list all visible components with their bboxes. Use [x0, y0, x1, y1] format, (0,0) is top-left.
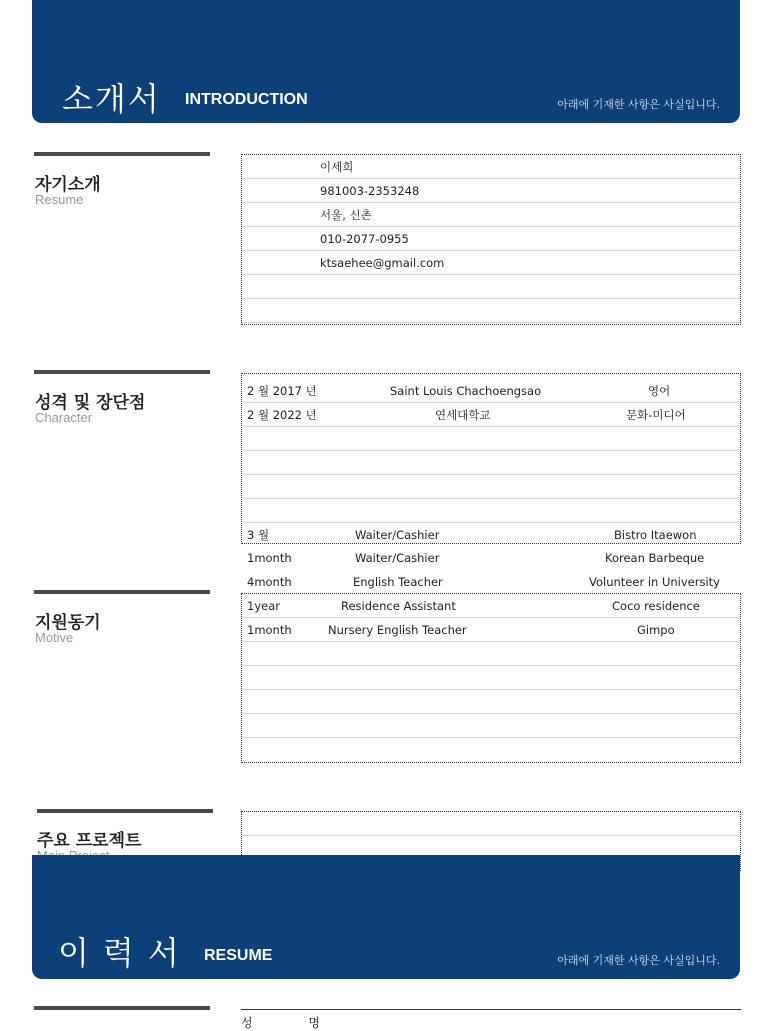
- exp-role: English Teacher: [353, 575, 443, 589]
- id-number-value: 981003-2353248: [320, 184, 420, 198]
- section-title-resume: 자기소개: [35, 175, 101, 195]
- intro-title-english: INTRODUCTION: [185, 91, 308, 108]
- section-title-project: 주요 프로젝트: [37, 831, 142, 851]
- table-row: [242, 666, 740, 690]
- edu-date: 2 월 2017 년: [247, 384, 317, 398]
- table-row: [242, 738, 740, 762]
- exp-place: Volunteer in University: [589, 575, 720, 589]
- section-subtitle-character: Character: [35, 410, 93, 425]
- list-item: [241, 570, 741, 594]
- exp-role: Waiter/Cashier: [355, 528, 440, 542]
- resume-note: 아래에 기재한 사항은 사실입니다.: [557, 954, 720, 967]
- education-table: [241, 373, 741, 544]
- exp-role: Waiter/Cashier: [355, 551, 440, 565]
- name-value: 이세희: [320, 160, 354, 174]
- exp-role: Residence Assistant: [341, 599, 456, 613]
- table-row: [242, 427, 740, 451]
- table-row: [242, 451, 740, 475]
- divider: [241, 1009, 741, 1010]
- phone-value: 010-2077-0955: [320, 232, 409, 246]
- exp-period: 3 월: [247, 528, 270, 542]
- edu-date: 2 월 2022 년: [247, 408, 317, 422]
- section-subtitle-resume: Resume: [35, 192, 84, 207]
- table-row: [242, 812, 740, 836]
- table-row: [242, 618, 740, 642]
- section-bar: [34, 1006, 210, 1010]
- table-row: [242, 203, 740, 227]
- section-bar: [37, 809, 213, 813]
- table-row: [242, 179, 740, 203]
- table-row: [242, 714, 740, 738]
- table-row: [242, 594, 740, 618]
- table-row: [242, 403, 740, 427]
- exp-period: 1year: [247, 599, 280, 613]
- exp-period: 1month: [247, 623, 292, 637]
- edu-school: 연세대학교: [435, 408, 491, 422]
- exp-place: Gimpo: [637, 623, 675, 637]
- table-row: [242, 690, 740, 714]
- resume-title-english: RESUME: [204, 947, 273, 964]
- name-label: 성 명: [241, 1016, 346, 1030]
- personal-info-table: [241, 154, 741, 325]
- section-bar: [34, 590, 210, 594]
- section-subtitle-motive: Motive: [35, 630, 74, 645]
- table-row: [242, 155, 740, 179]
- edu-major: 문화-미디어: [626, 408, 686, 422]
- exp-place: Coco residence: [612, 599, 700, 613]
- resume-title-korean: 이력서: [58, 934, 193, 972]
- exp-place: Korean Barbeque: [605, 551, 705, 565]
- section-bar: [34, 370, 210, 374]
- table-row: [242, 642, 740, 666]
- address-value: 서울, 신촌: [320, 208, 372, 222]
- intro-title-korean: 소개서: [62, 80, 161, 118]
- intro-banner: [32, 0, 740, 123]
- section-title-motive: 지원동기: [35, 613, 101, 633]
- list-item: [241, 546, 741, 570]
- email-value: ktsaehee@gmail.com: [320, 256, 445, 270]
- table-row: [242, 299, 740, 323]
- table-row: [242, 275, 740, 299]
- section-title-character: 성격 및 장단점: [35, 393, 146, 413]
- edu-major: 영어: [648, 384, 671, 398]
- intro-note: 아래에 기재한 사항은 사실입니다.: [557, 98, 720, 111]
- exp-role: Nursery English Teacher: [328, 623, 467, 637]
- edu-school: Saint Louis Chachoengsao: [390, 384, 542, 398]
- exp-period: 4month: [247, 575, 292, 589]
- table-row: [242, 379, 740, 403]
- experience-table: [241, 593, 741, 763]
- resume-banner: [32, 855, 740, 979]
- table-row: [242, 475, 740, 499]
- exp-period: 1month: [247, 551, 292, 565]
- table-row: [242, 523, 740, 547]
- table-row: [242, 251, 740, 275]
- table-row: [242, 227, 740, 251]
- exp-place: Bistro Itaewon: [614, 528, 697, 542]
- table-row: [242, 499, 740, 523]
- section-bar: [34, 152, 210, 156]
